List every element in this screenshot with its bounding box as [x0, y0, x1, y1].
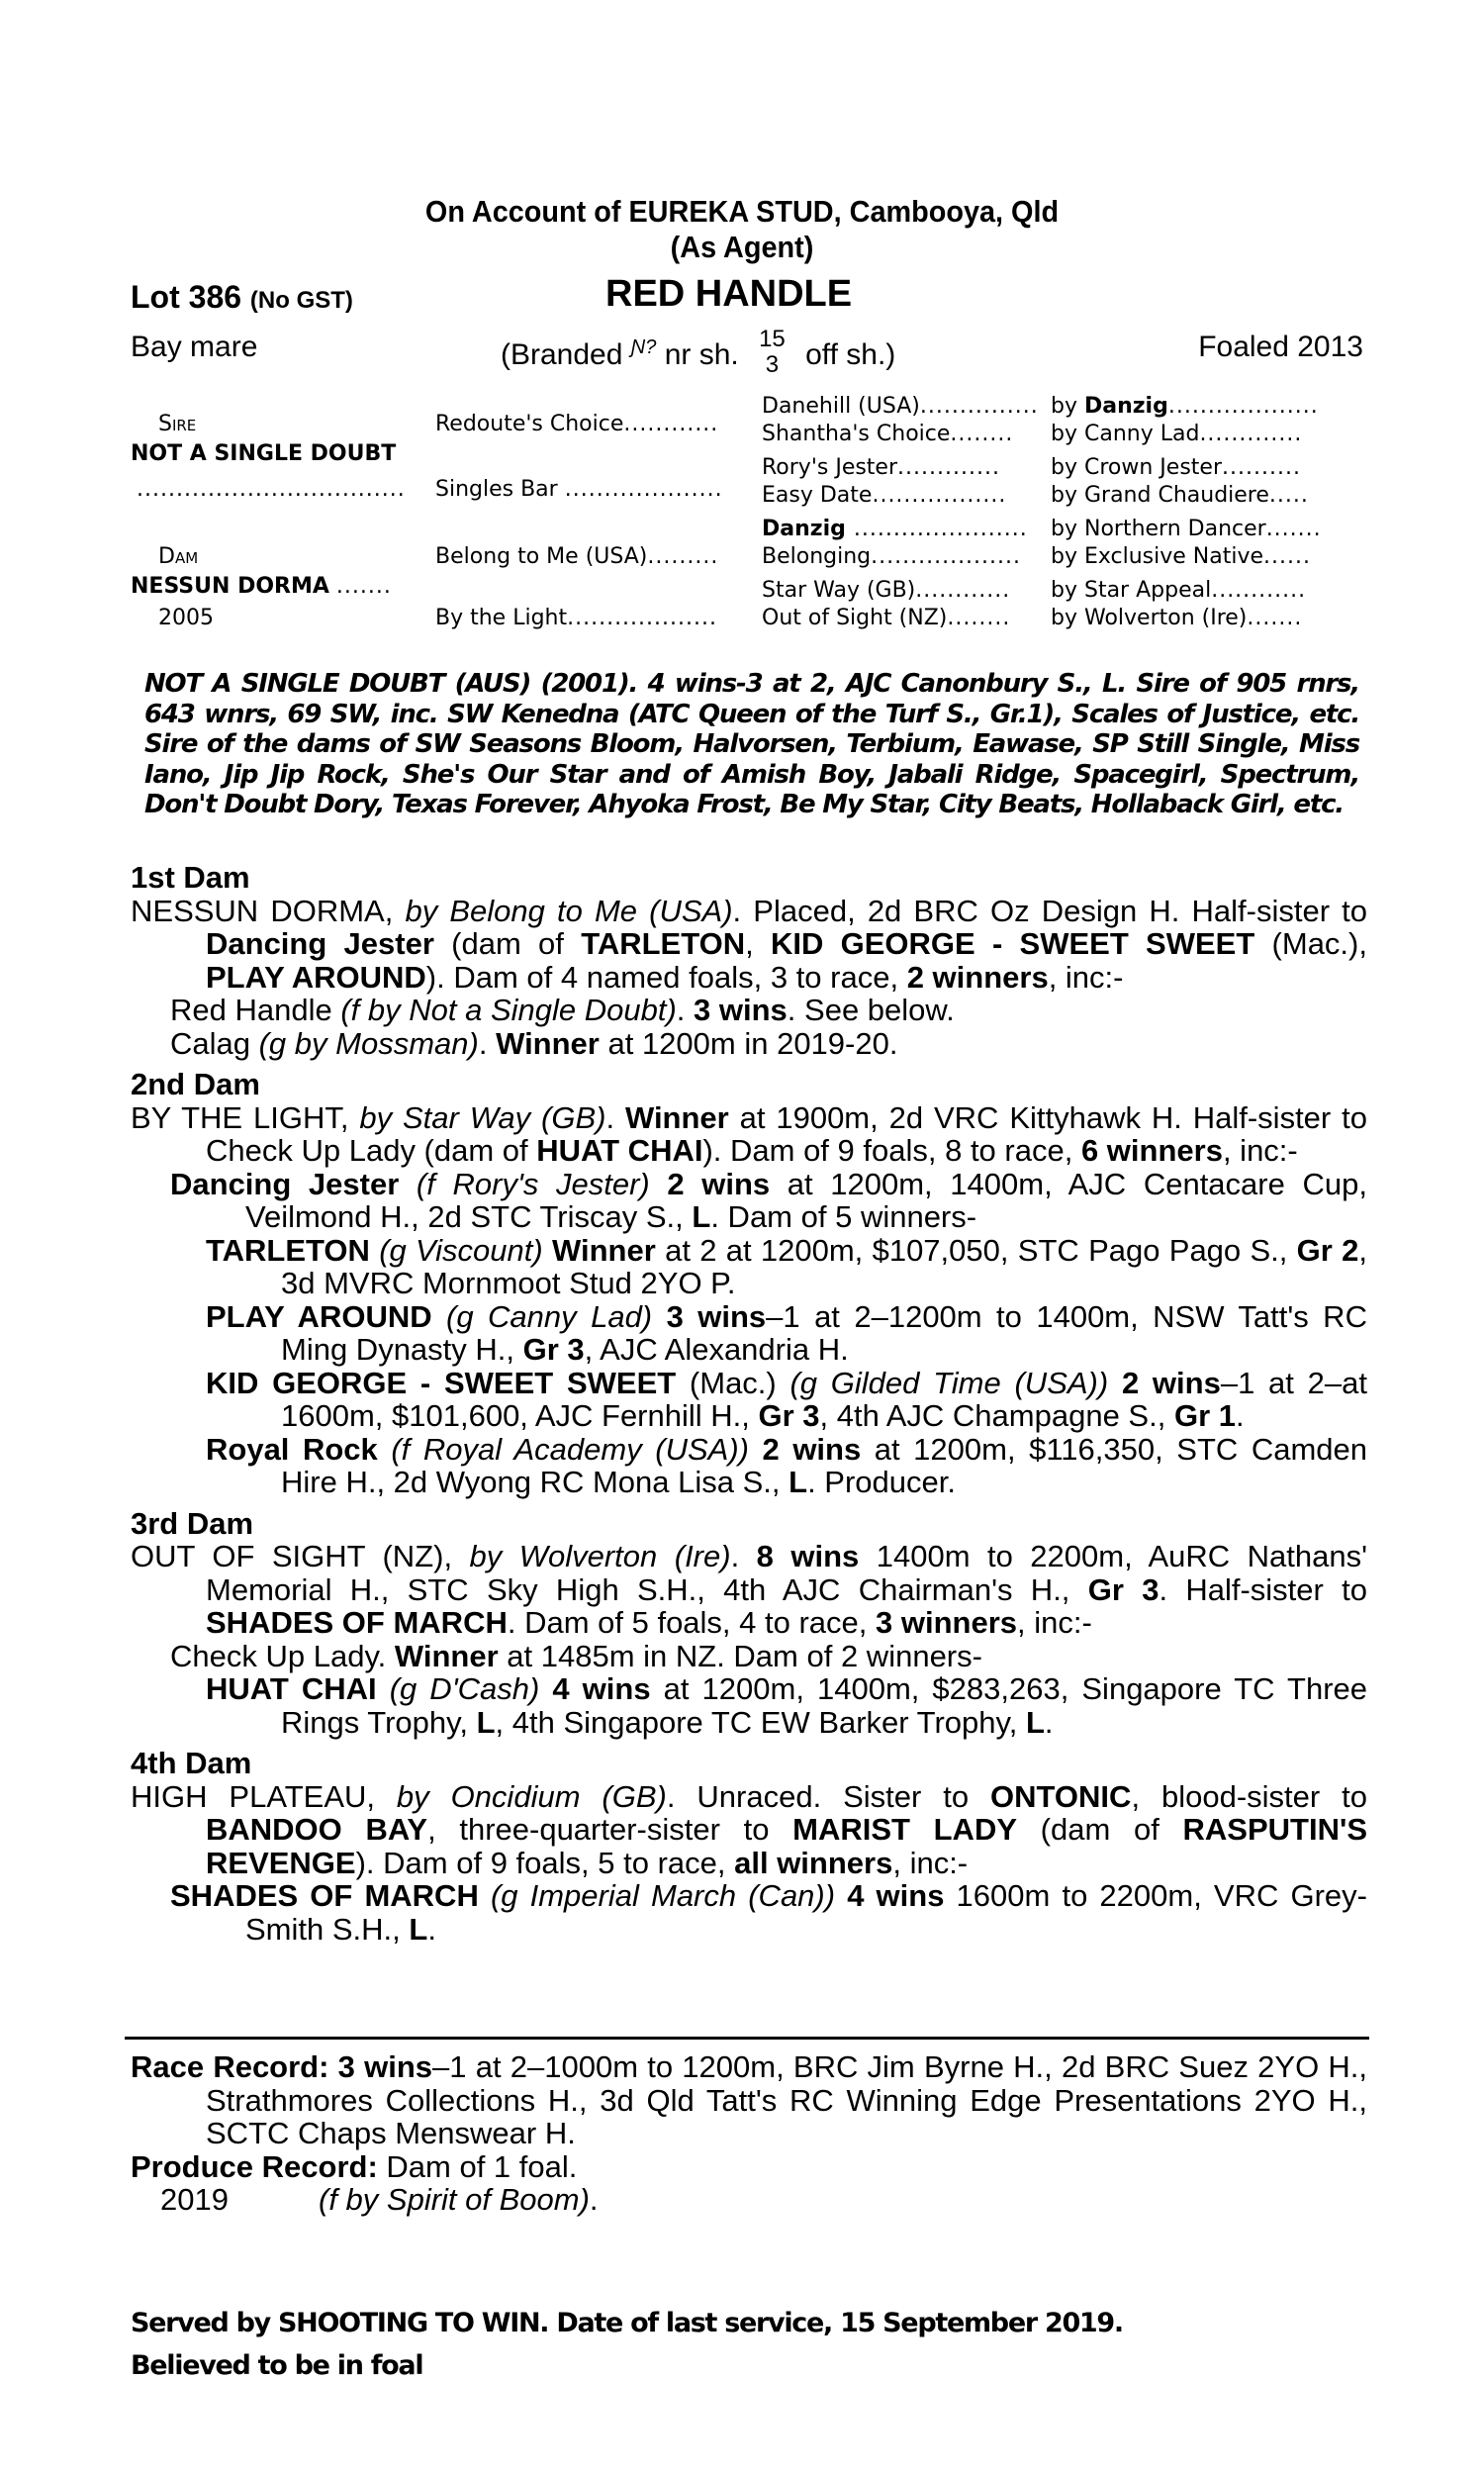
- text-run: (Mac.): [676, 1365, 790, 1400]
- foal-year: 2019: [160, 2182, 229, 2217]
- grandsire-maternal: Belong to Me (USA).........: [435, 544, 719, 569]
- bold-run: HUAT CHAI: [206, 1671, 377, 1706]
- text-run: –1 at 2–1200m to 1400m, NSW Tatt's RC Ming Dynasty H.,: [281, 1298, 1367, 1367]
- progeny-entry: [131, 1234, 1367, 1300]
- great-grandparent-sire: [1051, 606, 1302, 630]
- by-prefix: by: [1051, 544, 1084, 569]
- bold-run: L: [409, 1911, 428, 1947]
- by-prefix: by: [1051, 422, 1084, 446]
- text-run: ). Dam of 4 named foals, 3 to race,: [425, 959, 907, 995]
- by-prefix: by: [1051, 606, 1084, 630]
- dam-heading: 3rd Dam: [131, 1505, 254, 1541]
- text-run: , inc:-: [1017, 1605, 1092, 1640]
- text-run: [432, 1299, 446, 1334]
- italic-run: by Wolverton (Ire): [469, 1539, 731, 1573]
- text-run: [399, 1167, 417, 1201]
- text-run: –1 at 2–1000m to 1200m, BRC Jim Byrne H., 2d BRC Suez 2YO H., Strathmores Collections H., 3d Qld Tatt's RC Winning Edge Presentations 2YO H., SCTC Chaps Menswear H.: [206, 2049, 1368, 2150]
- dam-year: 2005: [158, 606, 214, 630]
- text-run: , inc:-: [1222, 1133, 1298, 1168]
- granddam-paternal: Singles Bar ....................: [435, 477, 723, 502]
- great-grandparent: [762, 394, 1039, 419]
- progeny-entry: [131, 1640, 1367, 1673]
- dam-section: [131, 1068, 1367, 1499]
- text-run: Check Up Lady.: [170, 1638, 395, 1673]
- bold-run: 4 wins: [847, 1878, 945, 1913]
- leader-dots: .....: [1268, 483, 1309, 508]
- text-run: NESSUN DORMA,: [131, 893, 406, 928]
- text-run: , 3d MVRC Mornmoot Stud 2YO P.: [281, 1232, 1367, 1300]
- ancestor-name: Easy Date: [762, 483, 873, 508]
- italic-run: by Oncidium (GB): [396, 1778, 667, 1814]
- bold-run: Winner: [552, 1232, 656, 1268]
- great-grandparent: [762, 422, 1013, 446]
- bold-run: Gr 1: [1173, 1398, 1236, 1433]
- grandsire-paternal: Redoute's Choice............: [435, 412, 719, 436]
- sire-label: Sire: [158, 412, 197, 436]
- foaled-year: Foaled 2013: [1198, 331, 1363, 363]
- italic-run: (g D'Cash): [389, 1671, 540, 1706]
- leader-dots: .......: [1247, 606, 1303, 630]
- brand-number-top: 15: [759, 326, 786, 352]
- bold-run: Gr 3: [1087, 1571, 1159, 1607]
- progeny-entry: [131, 1433, 1367, 1499]
- ancestor-name: Out of Sight (NZ): [762, 606, 948, 630]
- text-run: at 1200m, 1400m, $283,263, Singapore TC Three Rings Trophy,: [281, 1671, 1367, 1740]
- bold-run: Gr 3: [758, 1398, 820, 1433]
- by-prefix: by: [1051, 517, 1084, 541]
- by-prefix: by: [1051, 394, 1084, 419]
- brand-mark-icon: Ɲ?: [630, 335, 657, 358]
- text-run: [539, 1671, 552, 1706]
- great-grandparent-sire: [1051, 455, 1301, 480]
- vendor-header: [52, 194, 1433, 265]
- dam-name-row: NESSUN DORMA .......: [131, 574, 392, 599]
- text-run: [1108, 1366, 1122, 1400]
- text-run: , 4th Singapore TC EW Barker Trophy,: [495, 1704, 1026, 1740]
- ancestor-name: Rory's Jester: [762, 455, 898, 480]
- progeny-entry: [131, 1168, 1367, 1234]
- text-run: Calag: [170, 1025, 259, 1061]
- foal-description: (f by Spirit of Boom): [319, 2182, 590, 2217]
- leader-dots: ..........: [1222, 455, 1301, 480]
- female-family: [131, 861, 1367, 1946]
- bold-run: TARLETON: [206, 1232, 370, 1268]
- leader-dots: .............: [897, 455, 1000, 480]
- text-run: . Placed, 2d BRC Oz Design H. Half-sister to: [732, 893, 1367, 928]
- agent-line: (As Agent): [670, 230, 814, 264]
- bold-run: 4 wins: [552, 1671, 651, 1706]
- italic-run: (g Gilded Time (USA)): [789, 1365, 1109, 1400]
- text-run: .: [605, 1099, 625, 1135]
- bold-run: TARLETON: [581, 926, 746, 961]
- bold-run: 2 wins: [1121, 1365, 1221, 1400]
- text-run: at 1200m, 1400m, AJC Centacare Cup, Veilmond H., 2d STC Triscay S.,: [245, 1166, 1367, 1234]
- lot-number: [131, 279, 353, 316]
- ancestor-name: Danehill (USA): [762, 394, 920, 419]
- horse-sex-colour: Bay mare: [131, 331, 258, 363]
- bold-run: Gr 2: [1296, 1232, 1359, 1268]
- text-run: .: [676, 993, 695, 1027]
- by-prefix: by: [1051, 578, 1084, 603]
- text-run: . Unraced. Sister to: [666, 1778, 991, 1814]
- progeny-entry: [131, 1300, 1367, 1367]
- text-run: [543, 1233, 552, 1268]
- great-grandparent-sire: [1051, 483, 1309, 508]
- text-run: BY THE LIGHT,: [131, 1099, 360, 1135]
- bold-run: RASPUTIN'S REVENGE: [206, 1812, 1367, 1880]
- italic-run: by Belong to Me (USA): [405, 893, 733, 928]
- italic-run: (f Rory's Jester): [416, 1166, 650, 1201]
- foal-row: [131, 2183, 1367, 2217]
- text-run: . Producer.: [807, 1465, 956, 1499]
- text-run: at 1200m, $116,350, STC Camden Hire H., 2d Wyong RC Mona Lisa S.,: [281, 1431, 1368, 1499]
- bold-run: 3 wins: [694, 993, 788, 1027]
- bold-run: 2 wins: [667, 1166, 771, 1201]
- bold-run: SHADES OF MARCH: [170, 1878, 479, 1913]
- leader-dots: ............: [915, 578, 1011, 603]
- lot-label: Lot 386: [131, 279, 242, 315]
- leader-dots: ...................: [871, 544, 1022, 569]
- text-run: –1 at 2–at 1600m, $101,600, AJC Fernhill H.,: [281, 1365, 1367, 1433]
- brand-number-bottom: 3: [765, 351, 780, 378]
- bold-run: PLAY AROUND: [206, 1298, 432, 1334]
- dam-section: [131, 1747, 1367, 1946]
- granddam-maternal: By the Light...................: [435, 606, 717, 630]
- text-run: Red Handle: [170, 993, 341, 1027]
- text-run: . See below.: [787, 993, 955, 1027]
- text-run: .: [427, 1911, 436, 1947]
- race-record: [131, 2050, 1367, 2150]
- progeny-entry: [131, 1672, 1367, 1739]
- pregnancy-status: Believed to be in foal: [131, 2350, 423, 2381]
- ancestor-name: Shantha's Choice: [762, 422, 951, 446]
- by-prefix: by: [1051, 455, 1084, 480]
- text-run: [479, 1878, 491, 1913]
- bold-run: all winners: [734, 1845, 893, 1880]
- sire-name: NOT A SINGLE DOUBT: [131, 441, 397, 466]
- great-grandparent-sire: [1051, 517, 1322, 541]
- bold-run: KID GEORGE - SWEET SWEET: [770, 926, 1255, 961]
- great-grandparent-sire: [1051, 544, 1311, 569]
- bold-run: 3 winners: [876, 1605, 1018, 1640]
- bold-run: MARIST LADY: [792, 1812, 1018, 1847]
- progeny-entry: [131, 1027, 1367, 1061]
- text-run: ). Dam of 9 foals, 8 to race,: [702, 1133, 1081, 1168]
- text-run: , 4th AJC Champagne S.,: [819, 1398, 1174, 1433]
- by-prefix: by: [1051, 483, 1084, 508]
- text-run: 1600m to 2200m, VRC Grey-Smith S.H.,: [245, 1878, 1367, 1947]
- bold-run: 2 wins: [762, 1431, 862, 1467]
- text-run: . Dam of 5 winners-: [710, 1199, 977, 1234]
- dam-label: Dam: [158, 544, 199, 569]
- text-run: OUT OF SIGHT (NZ),: [131, 1539, 470, 1573]
- leader-dots: ...................: [1167, 394, 1319, 419]
- text-run: , inc:-: [892, 1845, 969, 1880]
- great-grandparent: [762, 578, 1010, 603]
- bold-run: SHADES OF MARCH: [206, 1605, 508, 1640]
- progeny-entry: [131, 1879, 1367, 1946]
- text-run: 1400m to 2200m, AuRC Nathans' Memorial H., STC Sky High S.H., 4th AJC Chairman's H.,: [206, 1539, 1367, 1607]
- great-grandparent: [762, 483, 1006, 508]
- dam-summary: [131, 1101, 1367, 1168]
- bold-run: 6 winners: [1080, 1133, 1223, 1168]
- brand-number: [759, 327, 786, 378]
- text-run: (dam of: [1017, 1812, 1183, 1847]
- sire-summary: NOT A SINGLE DOUBT (AUS) (2001). 4 wins-3 at 2, AJC Canonbury S., L. Sire of 905 rnrs, 643 wnrs, 69 SW, inc. SW Kenedna (ATC Queen of the Turf S., Gr.1), Scales of Justice, etc. Sire of the dams of SW Seasons Bloom, Halvorsen, Terbium, Eawase, SP Still Single, Miss Iano, Jip Jip Rock, She's Our Star and of Amish Boy, Jabali Ridge, Spacegirl, Spectrum, Don't Doubt Dory, Texas Forever, Ahyoka Frost, Be My Star, City Beats, Hollaback Girl, etc.: [144, 669, 1359, 819]
- text-run: [749, 1432, 763, 1467]
- great-grandparent-sire: [1051, 422, 1302, 446]
- great-grandparent-sire: [1051, 578, 1306, 603]
- dam-heading: 2nd Dam: [131, 1067, 260, 1101]
- italic-run: (f by Not a Single Doubt): [340, 993, 677, 1027]
- sire-dots: ..................................: [137, 477, 406, 502]
- bold-run: Winner: [624, 1099, 729, 1135]
- dam-section: [131, 1507, 1367, 1740]
- ancestor-name: Danzig: [762, 517, 846, 541]
- ancestor-sire-name: Crown Jester: [1083, 455, 1222, 480]
- dam-summary: [131, 1540, 1367, 1640]
- dam-summary: [131, 1780, 1367, 1880]
- ancestor-name: Belonging: [762, 544, 872, 569]
- vendor-line: On Account of EUREKA STUD, Cambooya, Qld: [424, 194, 1060, 229]
- italic-run: by Star Way (GB): [359, 1099, 606, 1135]
- text-run: at 1900m, 2d VRC Kittyhawk H. Half-sister to Check Up Lady (dam of: [206, 1099, 1367, 1168]
- great-grandparent: [762, 606, 1010, 630]
- bold-run: 3 wins: [328, 2049, 433, 2084]
- italic-run: (g by Mossman): [258, 1025, 479, 1061]
- produce-record: [131, 2150, 1367, 2184]
- dam-summary: [131, 895, 1367, 995]
- bold-run: 3 wins: [666, 1298, 767, 1334]
- bold-run: Winner: [496, 1025, 600, 1061]
- brand-near-shoulder: nr sh.: [664, 337, 739, 371]
- ancestor-sire-name: Northern Dancer: [1083, 517, 1266, 541]
- italic-run: (g Imperial March (Can)): [490, 1878, 836, 1913]
- records: [131, 2050, 1367, 2217]
- text-run: .: [730, 1539, 757, 1573]
- text-run: [377, 1671, 390, 1706]
- produce-record-text: Dam of 1 foal.: [377, 2148, 578, 2184]
- text-run: ). Dam of 9 foals, 5 to race,: [355, 1845, 735, 1880]
- brand-off-shoulder: off sh.): [805, 337, 896, 371]
- horse-name: RED HANDLE: [605, 273, 853, 315]
- bold-run: L: [1025, 1704, 1045, 1740]
- great-grandparent: [762, 544, 1021, 569]
- bold-run: PLAY AROUND: [206, 959, 426, 995]
- leader-dots: .................: [872, 483, 1007, 508]
- produce-record-label: Produce Record:: [131, 2148, 378, 2184]
- great-grandparent: [762, 455, 1000, 480]
- text-run: at 2 at 1200m, $107,050, STC Pago Pago S.,: [655, 1232, 1297, 1268]
- text-run: (Mac.),: [1254, 926, 1367, 961]
- text-run: .: [478, 1025, 497, 1061]
- service-details: Served by SHOOTING TO WIN. Date of last service, 15 September 2019.: [131, 2308, 1123, 2338]
- text-run: , inc:-: [1048, 959, 1124, 995]
- italic-run: (f Royal Academy (USA)): [391, 1431, 749, 1467]
- bold-run: Dancing Jester: [206, 926, 434, 961]
- text-run: [370, 1233, 379, 1268]
- leader-dots: .............: [1199, 422, 1303, 446]
- text-run: [652, 1299, 666, 1334]
- leader-dots: ...............: [919, 394, 1039, 419]
- gst-note: (No GST): [249, 287, 353, 314]
- section-divider: [125, 2037, 1369, 2040]
- leader-dots: ........: [947, 606, 1011, 630]
- text-run: at 1200m in 2019-20.: [599, 1025, 898, 1061]
- text-run: .: [1044, 1704, 1054, 1740]
- dam-heading: 1st Dam: [131, 860, 250, 895]
- italic-run: (g Canny Lad): [446, 1298, 653, 1334]
- bold-run: L: [788, 1465, 808, 1499]
- dam-section: [131, 861, 1367, 1060]
- ancestor-sire-name: Wolverton (Ire): [1083, 606, 1248, 630]
- dam-name: NESSUN DORMA: [131, 574, 329, 599]
- leader-dots: .......: [1265, 517, 1322, 541]
- leader-dots: ......................: [845, 517, 1028, 541]
- text-run: [378, 1432, 392, 1467]
- italic-run: (g Viscount): [379, 1232, 543, 1268]
- foal-suffix: .: [589, 2182, 599, 2217]
- bold-run: L: [476, 1704, 496, 1740]
- progeny-entry: [131, 1367, 1367, 1433]
- leader-dots: ............: [1211, 578, 1307, 603]
- bold-run: BANDOO BAY: [206, 1812, 428, 1847]
- text-run: , blood-sister to: [1131, 1778, 1367, 1814]
- text-run: .: [1235, 1398, 1245, 1433]
- bold-run: 8 wins: [756, 1539, 860, 1573]
- text-run: (dam of: [433, 926, 582, 961]
- ancestor-sire-name: Exclusive Native: [1083, 544, 1264, 569]
- leader-dots: ........: [950, 422, 1014, 446]
- bold-run: HUAT CHAI: [536, 1133, 703, 1168]
- text-run: , AJC Alexandria H.: [584, 1332, 849, 1367]
- bold-run: KID GEORGE - SWEET SWEET: [206, 1365, 677, 1400]
- brand-prefix: (Branded: [501, 337, 623, 371]
- ancestor-sire-name: Canny Lad: [1083, 422, 1200, 446]
- text-run: at 1485m in NZ. Dam of 2 winners-: [498, 1638, 982, 1673]
- progeny-entry: [131, 994, 1367, 1027]
- great-grandparent-sire: [1051, 394, 1319, 419]
- bold-run: Royal Rock: [206, 1431, 378, 1467]
- ancestor-sire-name: Danzig: [1083, 394, 1168, 419]
- ancestor-name: Star Way (GB): [762, 578, 916, 603]
- dam-heading: 4th Dam: [131, 1746, 252, 1780]
- bold-run: L: [692, 1199, 711, 1234]
- text-run: , three-quarter-sister to: [427, 1812, 793, 1847]
- text-run: ,: [745, 926, 771, 961]
- bold-run: Gr 3: [522, 1332, 585, 1367]
- text-run: . Half-sister to: [1159, 1571, 1368, 1607]
- produce-foals: [131, 2183, 1367, 2217]
- race-record-label: Race Record:: [131, 2049, 329, 2084]
- text-run: HIGH PLATEAU,: [131, 1778, 397, 1814]
- text-run: [835, 1878, 847, 1913]
- text-run: . Dam of 5 foals, 4 to race,: [507, 1605, 877, 1640]
- brand-description: [501, 326, 896, 382]
- leader-dots: ......: [1263, 544, 1311, 569]
- ancestor-sire-name: Star Appeal: [1083, 578, 1212, 603]
- great-grandparent: [762, 517, 1028, 541]
- bold-run: Winner: [394, 1638, 499, 1673]
- ancestor-sire-name: Grand Chaudiere: [1083, 483, 1269, 508]
- bold-run: 2 winners: [906, 959, 1049, 995]
- text-run: [650, 1167, 668, 1201]
- bold-run: ONTONIC: [990, 1778, 1132, 1814]
- bold-run: Dancing Jester: [170, 1166, 400, 1201]
